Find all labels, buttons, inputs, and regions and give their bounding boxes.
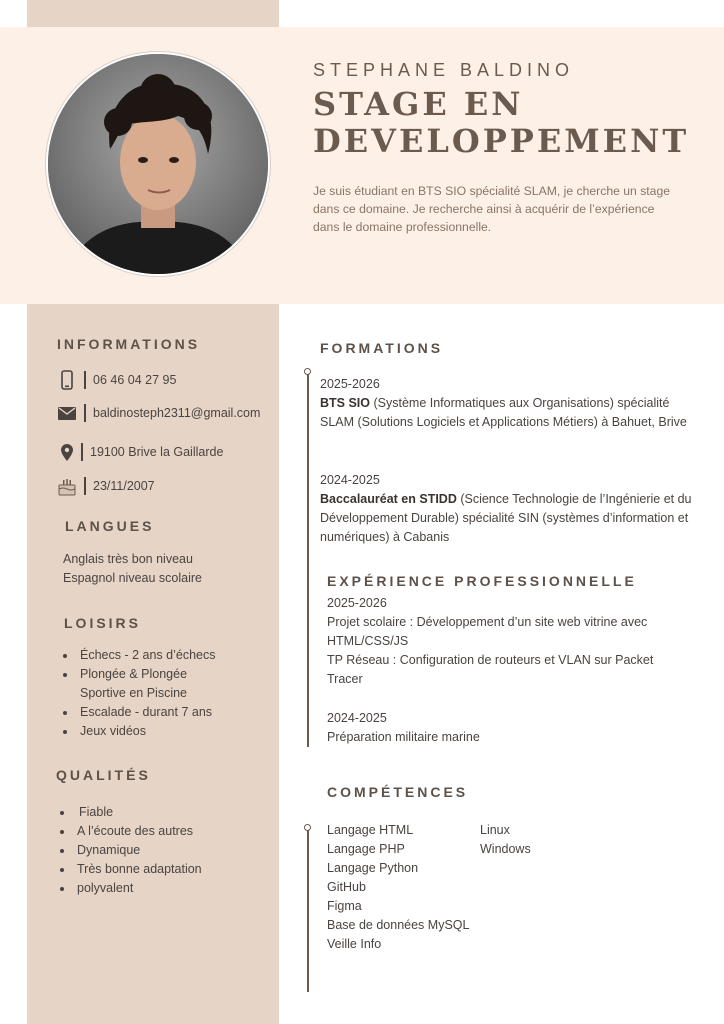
- list-item: Dynamique: [59, 841, 202, 860]
- list-item: Fiable: [59, 803, 202, 822]
- formation-description: [320, 394, 692, 432]
- birthdate: 23/11/2007: [93, 479, 155, 493]
- competences-list-1: [327, 821, 469, 954]
- headline: [313, 86, 689, 160]
- formation-details: (Science Technologie de l’Ingénierie et du Développement Durable) spécialité SIN (systèmes d’information et numériques) à Cabanis: [320, 492, 692, 544]
- experience-line: Projet scolaire : Développement d’un site web vitrine avec HTML/CSS/JS: [327, 615, 648, 648]
- contact-birthdate: [56, 475, 155, 497]
- mail-icon: [56, 407, 78, 420]
- list-item: Échecs - 2 ans d’échecs: [62, 646, 216, 665]
- list-item-continuation: Sportive en Piscine: [80, 686, 188, 700]
- list-item: Escalade - durant 7 ans: [62, 703, 216, 722]
- phone-icon: [56, 370, 78, 390]
- experience-years: 2024-2025: [327, 711, 387, 725]
- divider-bar: [84, 477, 86, 495]
- langues-title: LANGUES: [65, 518, 155, 534]
- contact-email: [56, 402, 260, 424]
- list-item: Très bonne adaptation: [59, 860, 202, 879]
- skill-item: Langage PHP: [327, 842, 405, 856]
- experience-years: 2025-2026: [327, 596, 387, 610]
- address: 19100 Brive la Gaillarde: [90, 445, 224, 459]
- skill-item: Linux: [480, 823, 510, 837]
- phone-number: 06 46 04 27 95: [93, 373, 177, 387]
- list-item: polyvalent: [59, 879, 202, 898]
- informations-title: INFORMATIONS: [57, 336, 201, 352]
- list-item: Plongée & Plongée: [62, 665, 216, 684]
- profile-portrait-illustration: [48, 54, 268, 274]
- candidate-name: STEPHANE BALDINO: [313, 60, 575, 80]
- experience-line: TP Réseau : Configuration de routeurs et VLAN sur Packet Tracer: [327, 653, 654, 686]
- langues-list: [63, 550, 202, 588]
- profile-photo: [46, 52, 270, 276]
- headline-line-2: DEVELOPPEMENT: [313, 122, 690, 160]
- competences-list-2: [480, 821, 531, 859]
- qualites-list: [59, 803, 202, 898]
- skill-item: Langage Python: [327, 861, 419, 875]
- formation-degree: Baccalauréat en STIDD: [320, 492, 457, 506]
- divider-bar: [84, 371, 86, 389]
- qualites-title: QUALITÉS: [56, 767, 151, 783]
- divider-bar: [81, 443, 83, 461]
- timeline-line: [307, 828, 309, 992]
- formation-entry: [320, 375, 692, 432]
- skill-item: Veille Info: [327, 937, 382, 951]
- list-item: A l’écoute des autres: [59, 822, 202, 841]
- timeline-dot: [304, 368, 311, 375]
- formations-title: FORMATIONS: [320, 340, 444, 356]
- skill-item: Windows: [480, 842, 531, 856]
- email-address: baldinosteph2311@gmail.com: [93, 406, 261, 420]
- list-item: Anglais très bon niveau: [63, 552, 193, 566]
- birthday-cake-icon: [56, 476, 78, 496]
- divider-bar: [84, 404, 86, 422]
- formation-entry: [320, 471, 692, 547]
- list-item: Jeux vidéos: [62, 722, 216, 741]
- contact-address: [56, 441, 223, 463]
- formation-description: [320, 490, 692, 547]
- location-pin-icon: [56, 444, 78, 461]
- loisirs-title: LOISIRS: [64, 615, 142, 631]
- timeline-line: [307, 372, 309, 747]
- skill-item: Base de données MySQL: [327, 918, 470, 932]
- experience-line: Préparation militaire marine: [327, 730, 480, 744]
- experience-entry: [327, 709, 699, 747]
- intro-paragraph: Je suis étudiant en BTS SIO spécialité SLAM, je cherche un stage dans ce domaine. Je recherche ainsi à acquérir de l’expérience dans le domaine professionnelle.: [313, 184, 671, 234]
- formation-degree: BTS SIO: [320, 396, 371, 410]
- formation-years: 2024-2025: [320, 473, 380, 487]
- experience-entry: [327, 594, 687, 689]
- list-item: Espagnol niveau scolaire: [63, 571, 202, 585]
- skill-item: Langage HTML: [327, 823, 414, 837]
- headline-line-1: STAGE EN: [313, 85, 524, 123]
- contact-phone: [56, 369, 176, 391]
- timeline-dot: [304, 824, 311, 831]
- formation-years: 2025-2026: [320, 377, 380, 391]
- experience-title: EXPÉRIENCE PROFESSIONNELLE: [327, 573, 637, 589]
- skill-item: Figma: [327, 899, 362, 913]
- skill-item: GitHub: [327, 880, 366, 894]
- competences-title: COMPÉTENCES: [327, 784, 469, 800]
- loisirs-list: [62, 646, 216, 741]
- formation-details: (Système Informatiques aux Organisations) spécialité SLAM (Solutions Logiciels et Applications Métiers) à Bahuet, Brive: [320, 396, 687, 429]
